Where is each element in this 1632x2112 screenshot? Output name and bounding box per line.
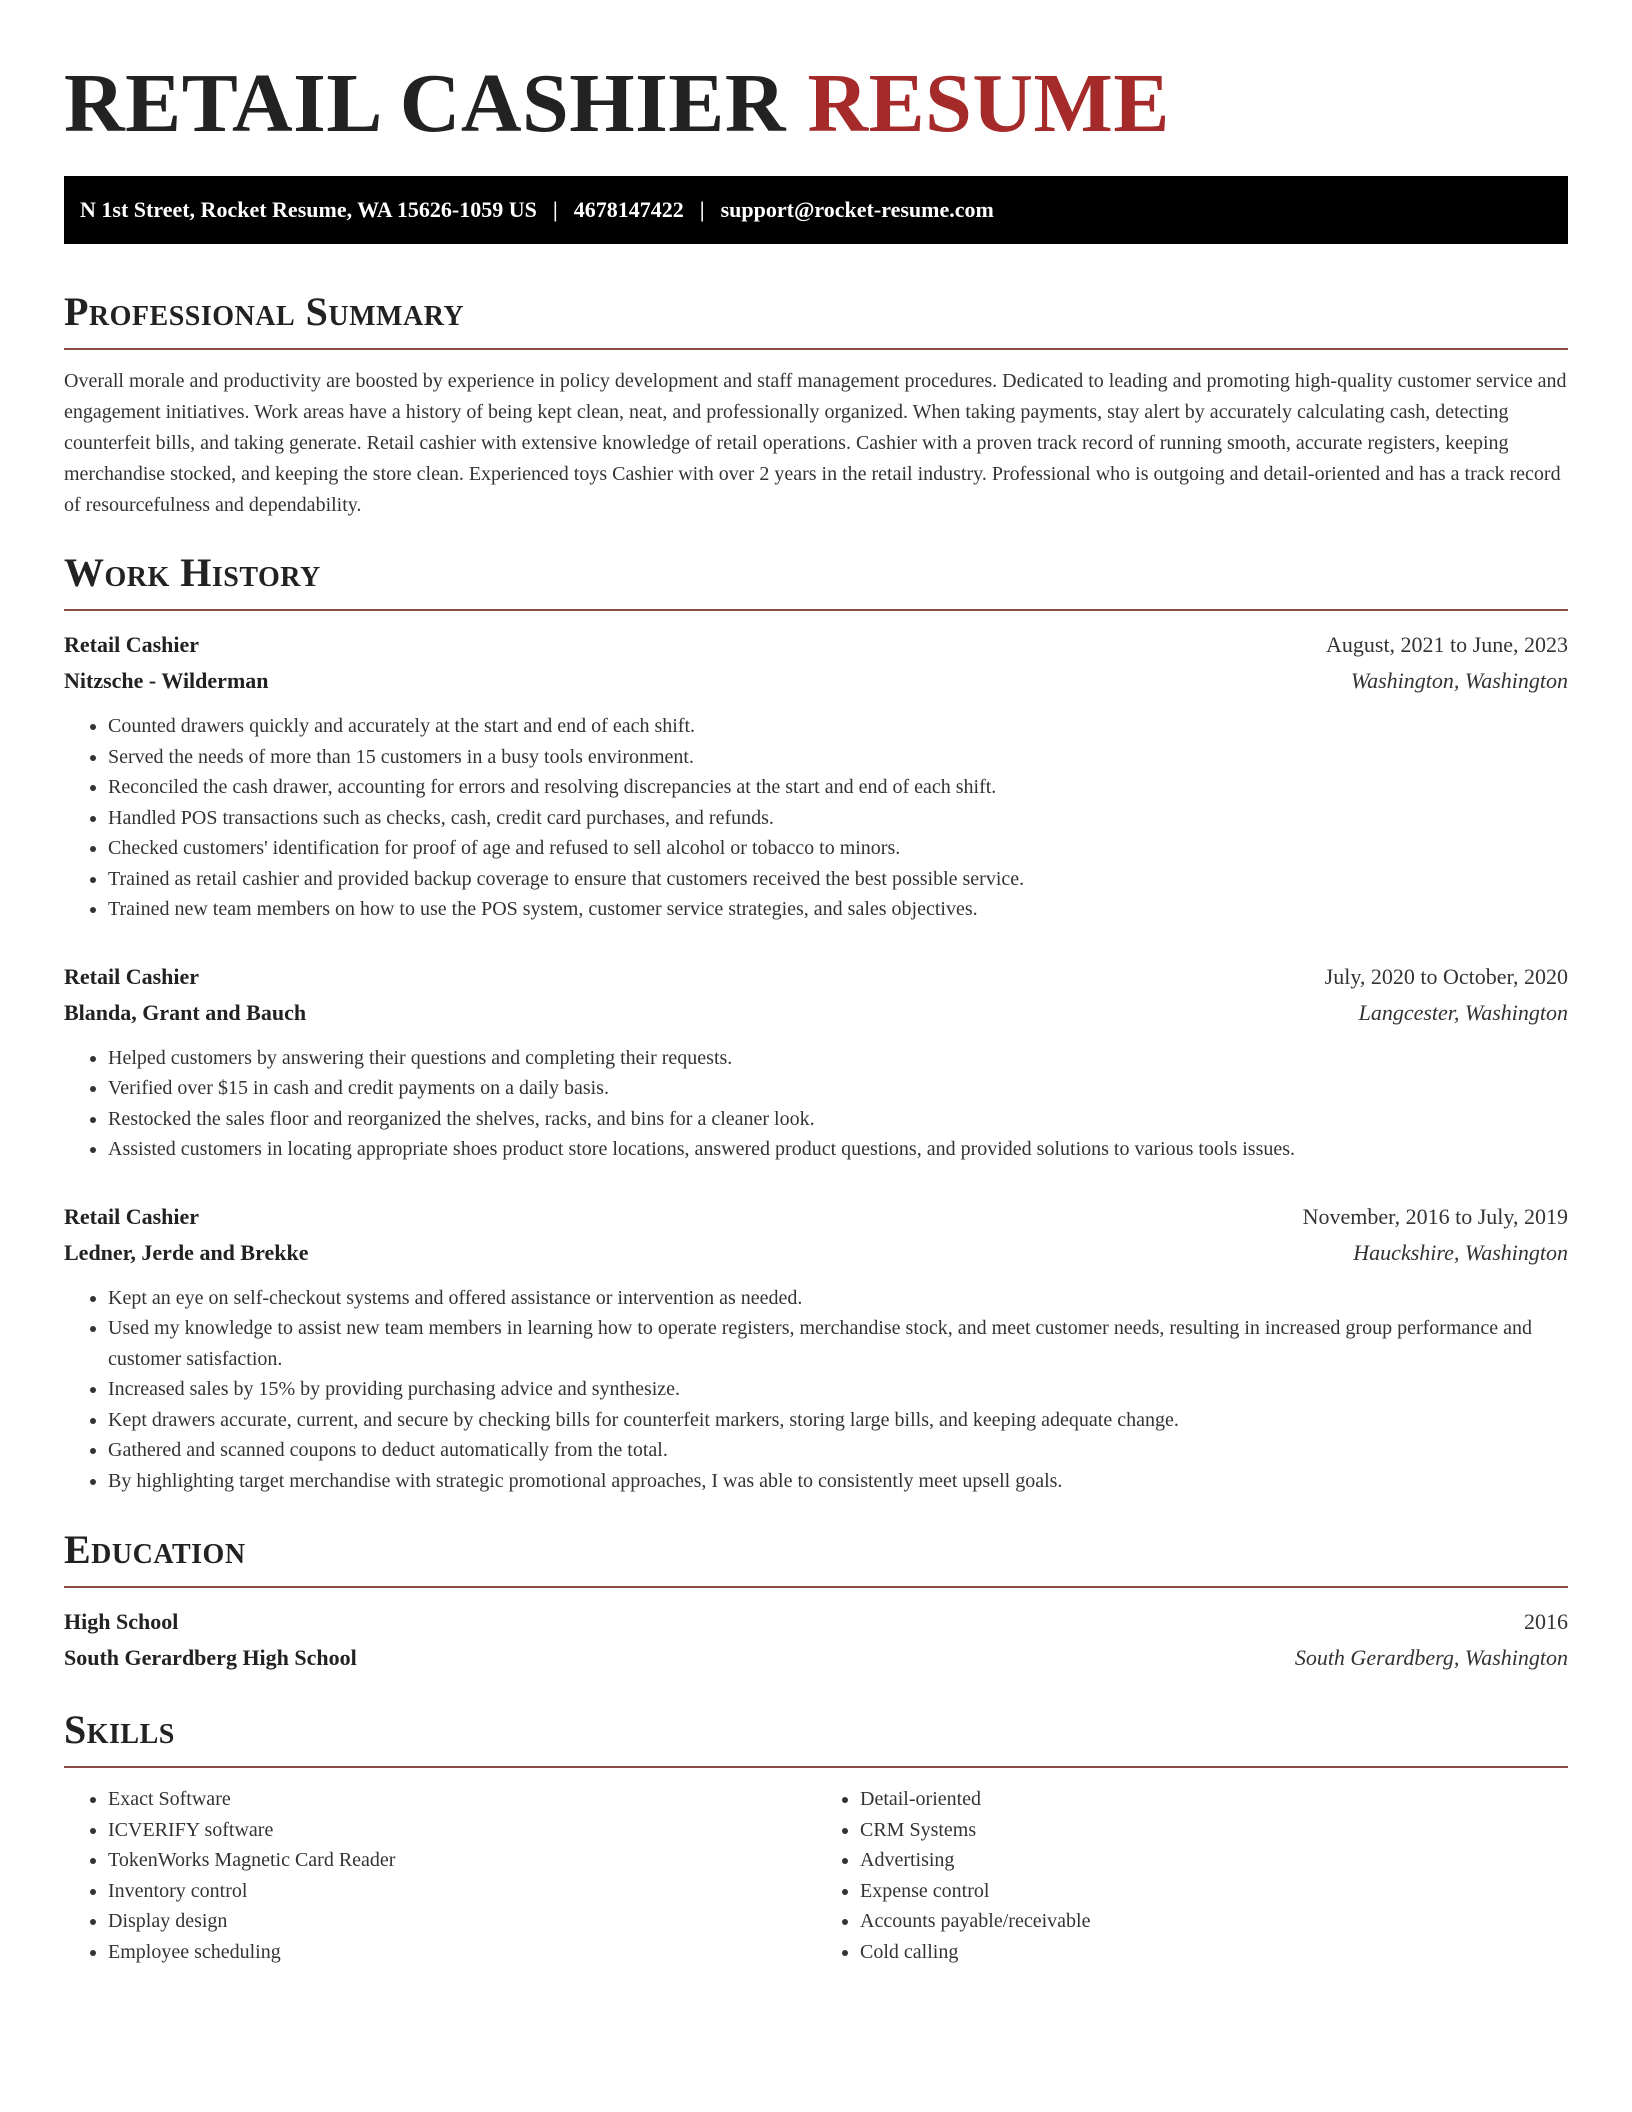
title-main: RETAIL CASHIER	[64, 57, 786, 150]
skill-item: • Advertising	[860, 1845, 1568, 1876]
job-entry	[64, 959, 1568, 1165]
skills-heading: Skills	[64, 1707, 175, 1752]
skill-item: • Exact Software	[108, 1784, 816, 1815]
contact-phone: 4678147422	[573, 197, 684, 222]
skill-item: • Detail-oriented	[860, 1784, 1568, 1815]
job-bullet: • Trained as retail cashier and provided backup coverage to ensure that customers received the best possible service.	[108, 864, 1568, 895]
job-company: Blanda, Grant and Bauch	[64, 999, 307, 1025]
contact-email: support@rocket-resume.com	[720, 197, 994, 222]
job-dates: July, 2020 to October, 2020	[1324, 963, 1568, 989]
job-dates: November, 2016 to July, 2019	[1302, 1203, 1568, 1229]
job-bullet: • Handled POS transactions such as checks, cash, credit card purchases, and refunds.	[108, 803, 1568, 834]
skill-item: • Display design	[108, 1906, 816, 1937]
skills-grid	[64, 1784, 1568, 1967]
work-history-heading: Work History	[64, 550, 321, 595]
education-row-2	[64, 1640, 1568, 1676]
job-title: Retail Cashier	[64, 632, 200, 657]
job-location: Washington, Washington	[1350, 668, 1568, 693]
skill-item: • Accounts payable/receivable	[860, 1906, 1568, 1937]
job-bullet: • Kept an eye on self-checkout systems and offered assistance or intervention as needed.	[108, 1283, 1568, 1314]
skill-item: • CRM Systems	[860, 1815, 1568, 1846]
job-bullet: • Reconciled the cash drawer, accounting for errors and resolving discrepancies at the start and end of each shift.	[108, 772, 1568, 803]
work-history-section	[64, 549, 1568, 1496]
job-subheader-row	[64, 1235, 1568, 1271]
job-bullet: • Helped customers by answering their questions and completing their requests.	[108, 1043, 1568, 1074]
education-heading: Education	[64, 1527, 246, 1572]
education-section	[64, 1526, 1568, 1676]
job-subheader-row	[64, 663, 1568, 699]
job-bullet: • Increased sales by 15% by providing purchasing advice and synthesize.	[108, 1374, 1568, 1405]
resume-title	[64, 56, 1568, 152]
skill-item: • TokenWorks Magnetic Card Reader	[108, 1845, 816, 1876]
job-bullet: • Restocked the sales floor and reorganized the shelves, racks, and bins for a cleaner look.	[108, 1104, 1568, 1135]
job-list	[64, 627, 1568, 1496]
job-entry	[64, 1199, 1568, 1497]
job-company: Ledner, Jerde and Brekke	[64, 1239, 309, 1265]
title-accent: RESUME	[807, 57, 1170, 150]
job-subheader-row	[64, 995, 1568, 1031]
job-bullet: • Checked customers' identification for proof of age and refused to sell alcohol or tobacco to minors.	[108, 833, 1568, 864]
section-divider	[64, 1586, 1568, 1588]
section-divider	[64, 1766, 1568, 1768]
job-bullet: • Gathered and scanned coupons to deduct automatically from the total.	[108, 1435, 1568, 1466]
contact-address: N 1st Street, Rocket Resume, WA 15626-1059 US	[80, 197, 537, 222]
job-title: Retail Cashier	[64, 1203, 200, 1229]
skill-item: • ICVERIFY software	[108, 1815, 816, 1846]
section-divider	[64, 348, 1568, 350]
section-divider	[64, 609, 1568, 611]
education-degree: High School	[64, 1609, 179, 1634]
job-location: Langcester, Washington	[1358, 999, 1568, 1025]
summary-heading: Professional Summary	[64, 289, 465, 334]
contact-separator: |	[552, 197, 558, 222]
job-bullet: • Served the needs of more than 15 customers in a busy tools environment.	[108, 742, 1568, 773]
skills-list-right	[816, 1784, 1568, 1967]
job-location: Hauckshire, Washington	[1353, 1239, 1568, 1265]
skills-list-left	[64, 1784, 816, 1967]
skill-item: • Cold calling	[860, 1937, 1568, 1968]
job-bullet: • Assisted customers in locating appropriate shoes product store locations, answered product questions, and provided solutions to various tools issues.	[108, 1134, 1568, 1165]
job-bullet: • Counted drawers quickly and accurately at the start and end of each shift.	[108, 711, 1568, 742]
skill-item: • Expense control	[860, 1876, 1568, 1907]
skill-item: • Inventory control	[108, 1876, 816, 1907]
job-bullets	[64, 1043, 1568, 1165]
education-school: South Gerardberg High School	[64, 1645, 357, 1670]
job-header-row	[64, 959, 1568, 995]
skills-section	[64, 1706, 1568, 1967]
education-year: 2016	[1524, 1609, 1568, 1634]
job-entry	[64, 627, 1568, 925]
job-bullet: • Used my knowledge to assist new team members in learning how to operate registers, merchandise stock, and meet customer needs, resulting in increased group performance and customer satisfaction.	[108, 1313, 1568, 1374]
skill-item: • Employee scheduling	[108, 1937, 816, 1968]
job-bullets	[64, 711, 1568, 925]
job-bullet: • By highlighting target merchandise with strategic promotional approaches, I was able to consistently meet upsell goals.	[108, 1466, 1568, 1497]
job-title: Retail Cashier	[64, 963, 200, 989]
job-bullet: • Kept drawers accurate, current, and secure by checking bills for counterfeit markers, storing large bills, and keeping adequate change.	[108, 1405, 1568, 1436]
summary-section	[64, 288, 1568, 521]
summary-text: Overall morale and productivity are boosted by experience in policy development and staff management procedures. Dedicated to leading and promoting high-quality customer service and engagement initiatives. Work areas have a history of being kept clean, neat, and professionally organized. When taking payments, stay alert by accurately calculating cash, detecting counterfeit bills, and taking generate. Retail cashier with extensive knowledge of retail operations. Cashier with a proven track record of running smooth, accurate registers, keeping merchandise stocked, and keeping the store clean. Experienced toys Cashier with over 2 years in the retail industry. Professional who is outgoing and detail-oriented and has a track record of resourcefulness and dependability.	[64, 370, 1567, 516]
job-dates: August, 2021 to June, 2023	[1326, 632, 1568, 657]
job-header-row	[64, 1199, 1568, 1235]
contact-bar	[64, 176, 1568, 244]
job-header-row	[64, 627, 1568, 663]
job-company: Nitzsche - Wilderman	[64, 668, 269, 693]
job-bullets	[64, 1283, 1568, 1497]
education-location: South Gerardberg, Washington	[1294, 1645, 1568, 1670]
job-bullet: • Trained new team members on how to use the POS system, customer service strategies, and sales objectives.	[108, 894, 1568, 925]
education-row-1	[64, 1604, 1568, 1640]
contact-separator: |	[699, 197, 705, 222]
job-bullet: • Verified over $15 in cash and credit payments on a daily basis.	[108, 1073, 1568, 1104]
